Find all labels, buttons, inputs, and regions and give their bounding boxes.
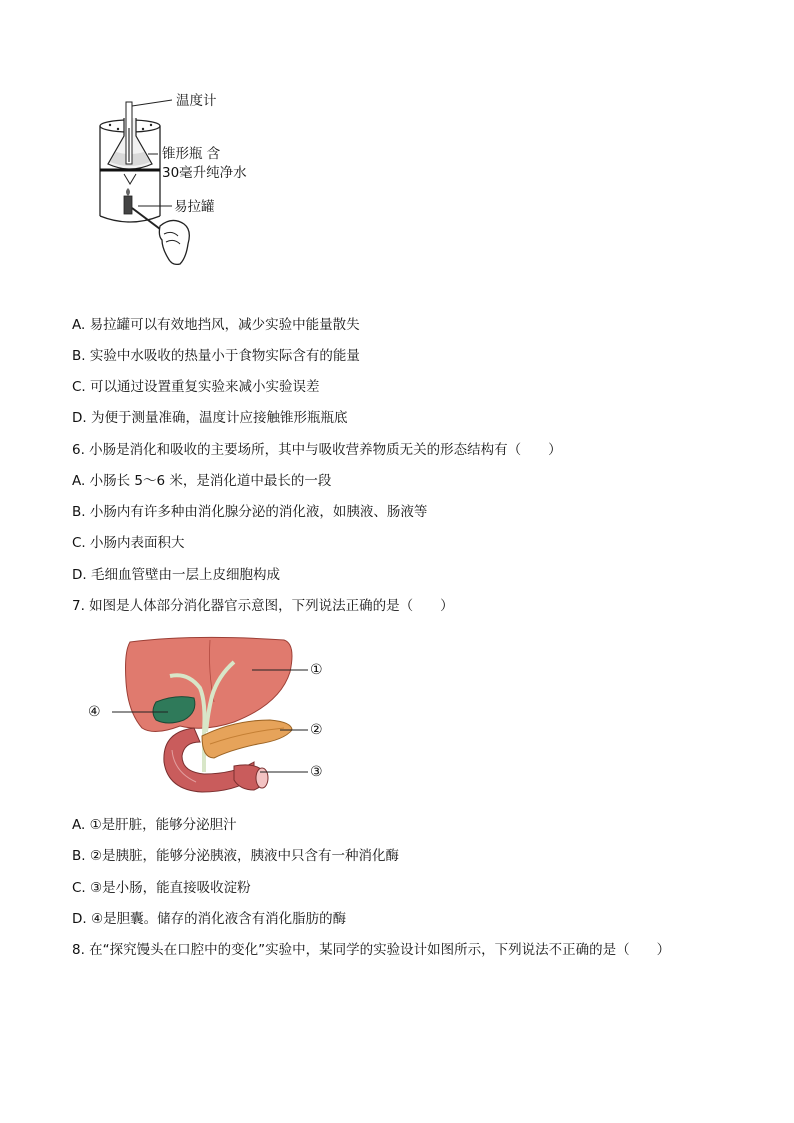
flask-volume-label: 30毫升纯净水	[162, 165, 247, 181]
q7-option-d: D. ④是胆囊。储存的消化液含有消化脂肪的酶	[72, 911, 347, 927]
calorimeter-figure	[88, 88, 288, 274]
digestive-organs-diagram	[84, 632, 344, 802]
label-2: ②	[310, 722, 323, 738]
q5-option-a: A. 易拉罐可以有效地挡风，减少实验中能量散失	[72, 317, 360, 333]
thermometer-label: 温度计	[176, 93, 217, 109]
q5-option-b: B. 实验中水吸收的热量小于食物实际含有的能量	[72, 348, 360, 364]
q7-option-a: A. ①是肝脏，能够分泌胆汁	[72, 817, 237, 833]
q6-option-a: A. 小肠长 5～6 米，是消化道中最长的一段	[72, 473, 332, 489]
label-4: ④	[88, 704, 101, 720]
q6-option-b: B. 小肠内有许多种由消化腺分泌的消化液，如胰液、肠液等	[72, 504, 428, 520]
q7-option-b: B. ②是胰脏，能够分泌胰液，胰液中只含有一种消化酶	[72, 848, 399, 864]
flask-label: 锥形瓶 含	[162, 146, 221, 162]
q6-stem: 6. 小肠是消化和吸收的主要场所，其中与吸收营养物质无关的形态结构有（ ）	[72, 442, 562, 458]
q7-stem: 7. 如图是人体部分消化器官示意图，下列说法正确的是（ ）	[72, 598, 454, 614]
q6-option-d: D. 毛细血管壁由一层上皮细胞构成	[72, 567, 280, 583]
label-1: ①	[310, 662, 323, 678]
q7-option-c: C. ③是小肠，能直接吸收淀粉	[72, 880, 251, 896]
q8-stem: 8. 在“探究馒头在口腔中的变化”实验中，某同学的实验设计如图所示，下列说法不正确的是（ ）	[72, 942, 671, 958]
q5-option-c: C. 可以通过设置重复实验来减小实验误差	[72, 379, 320, 395]
digestive-organs-figure	[84, 632, 344, 802]
q6-option-c: C. 小肠内表面积大	[72, 535, 185, 551]
label-3: ③	[310, 764, 323, 780]
calorimeter-diagram	[88, 88, 288, 274]
q5-option-d: D. 为便于测量准确，温度计应接触锥形瓶瓶底	[72, 410, 348, 426]
can-label: 易拉罐	[174, 199, 215, 215]
